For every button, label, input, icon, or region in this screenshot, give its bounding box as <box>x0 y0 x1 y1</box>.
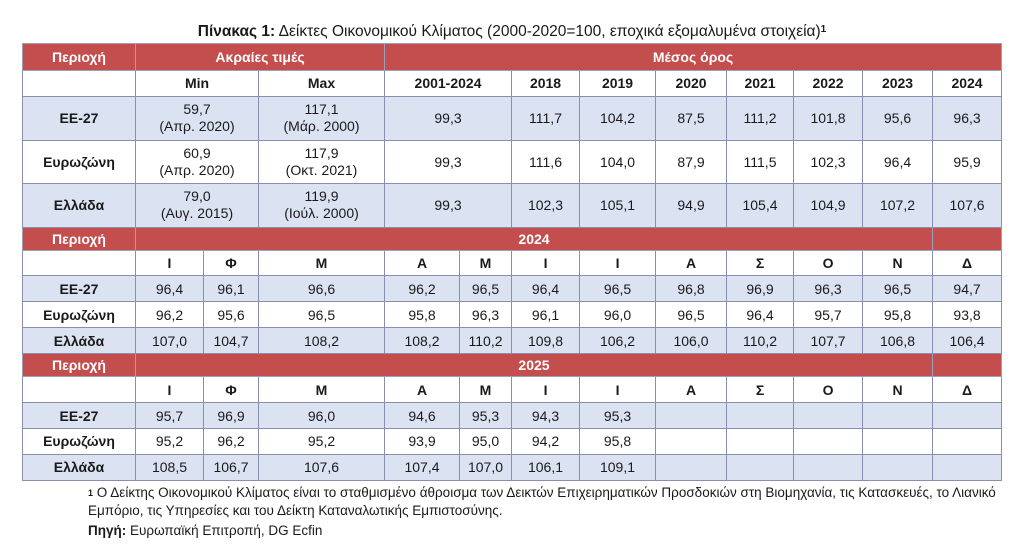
average-value: 87,9 <box>656 140 727 184</box>
month-header: Μ <box>460 250 512 276</box>
average-value: 95,6 <box>863 96 933 140</box>
month-value: 94,6 <box>385 403 460 429</box>
month-value: 107,6 <box>259 454 385 480</box>
month-value <box>656 428 727 454</box>
average-value: 99,3 <box>385 140 512 184</box>
month-header: Α <box>656 250 727 276</box>
average-value: 104,9 <box>794 184 863 228</box>
max-date: (Μάρ. 2000) <box>283 118 360 135</box>
month-value: 108,5 <box>136 454 204 480</box>
month-value: 108,2 <box>259 328 385 354</box>
month-header: Ι <box>580 250 656 276</box>
source-line <box>88 522 322 540</box>
month-value <box>794 454 863 480</box>
region-label: ΕΕ-27 <box>23 96 136 140</box>
month-value: 106,4 <box>933 328 1002 354</box>
month-value <box>863 428 933 454</box>
section2-header-row <box>23 227 1002 250</box>
month-header: Δ <box>933 377 1002 403</box>
month-value: 95,3 <box>460 403 512 429</box>
month-value: 96,5 <box>460 276 512 302</box>
average-value: 111,2 <box>727 96 794 140</box>
month-value: 96,2 <box>385 276 460 302</box>
min-value-cell <box>136 96 259 140</box>
month-value: 96,1 <box>204 276 259 302</box>
average-value: 107,2 <box>863 184 933 228</box>
month-value: 96,3 <box>794 276 863 302</box>
period-header: 2020 <box>656 70 727 96</box>
section1-row <box>23 184 1002 228</box>
min-value: 79,0 <box>183 188 211 205</box>
month-value: 95,7 <box>136 403 204 429</box>
month-header: Σ <box>727 377 794 403</box>
year-header: 2025 <box>136 354 933 377</box>
month-header: Ι <box>512 377 580 403</box>
region-header: Περιοχή <box>23 227 136 250</box>
section1-row <box>23 96 1002 140</box>
average-value: 87,5 <box>656 96 727 140</box>
month-header: Φ <box>204 377 259 403</box>
region-label: Ελλάδα <box>23 184 136 228</box>
month-value <box>727 403 794 429</box>
month-value: 96,4 <box>727 302 794 328</box>
month-value <box>727 454 794 480</box>
extremes-header: Ακραίες τιμές <box>136 44 385 71</box>
blank-cell <box>23 377 136 403</box>
min-date: (Αυγ. 2015) <box>160 205 234 222</box>
average-value: 104,2 <box>580 96 656 140</box>
period-header: 2019 <box>580 70 656 96</box>
section2-month-row <box>23 250 1002 276</box>
period-header: 2022 <box>794 70 863 96</box>
month-value <box>933 454 1002 480</box>
min-date: (Απρ. 2020) <box>159 118 235 135</box>
economic-climate-table <box>22 43 1002 481</box>
month-value: 107,0 <box>136 328 204 354</box>
month-header: Ι <box>512 250 580 276</box>
month-value <box>933 428 1002 454</box>
month-value: 107,7 <box>794 328 863 354</box>
month-value <box>794 403 863 429</box>
month-header: Φ <box>204 250 259 276</box>
average-value: 101,8 <box>794 96 863 140</box>
footnote-marker: 1 <box>820 24 827 35</box>
min-value: 60,9 <box>183 144 211 161</box>
max-header: Max <box>259 70 385 96</box>
average-value: 104,0 <box>580 140 656 184</box>
month-value: 95,7 <box>794 302 863 328</box>
average-value: 111,5 <box>727 140 794 184</box>
month-value <box>656 454 727 480</box>
region-label: Ευρωζώνη <box>23 140 136 184</box>
month-header: Μ <box>460 377 512 403</box>
month-value: 96,5 <box>259 302 385 328</box>
month-value: 110,2 <box>727 328 794 354</box>
month-value: 110,2 <box>460 328 512 354</box>
month-value: 94,2 <box>512 428 580 454</box>
month-value <box>863 403 933 429</box>
max-value: 117,1 <box>304 101 339 118</box>
month-value: 109,1 <box>580 454 656 480</box>
month-value <box>794 428 863 454</box>
month-value: 106,8 <box>863 328 933 354</box>
month-header: Δ <box>933 250 1002 276</box>
year-header: 2024 <box>136 227 933 250</box>
average-value: 105,1 <box>580 184 656 228</box>
source-text: Ευρωπαϊκή Επιτροπή, DG Ecfin <box>130 523 323 538</box>
average-value: 105,4 <box>727 184 794 228</box>
section3-month-row <box>23 377 1002 403</box>
month-value: 106,1 <box>512 454 580 480</box>
region-label: ΕΕ-27 <box>23 403 136 429</box>
month-value: 96,2 <box>136 302 204 328</box>
month-value: 96,8 <box>656 276 727 302</box>
month-value: 93,8 <box>933 302 1002 328</box>
month-value: 96,5 <box>580 276 656 302</box>
region-label: Ευρωζώνη <box>23 302 136 328</box>
blank-header-cell <box>933 354 1002 377</box>
month-value: 95,8 <box>385 302 460 328</box>
month-value: 96,0 <box>580 302 656 328</box>
average-value: 95,9 <box>933 140 1002 184</box>
average-value: 96,4 <box>863 140 933 184</box>
month-value: 96,9 <box>204 403 259 429</box>
average-value: 107,6 <box>933 184 1002 228</box>
month-value: 96,9 <box>727 276 794 302</box>
section1-row <box>23 140 1002 184</box>
month-value: 95,0 <box>460 428 512 454</box>
month-value: 94,7 <box>933 276 1002 302</box>
month-value: 106,7 <box>204 454 259 480</box>
month-header: Α <box>656 377 727 403</box>
section2-row <box>23 302 1002 328</box>
month-value: 95,2 <box>136 428 204 454</box>
period-header: 2021 <box>727 70 794 96</box>
period-header: 2001-2024 <box>385 70 512 96</box>
month-value <box>727 428 794 454</box>
max-date: (Οκτ. 2021) <box>285 161 358 178</box>
month-value: 96,5 <box>656 302 727 328</box>
section2-row <box>23 276 1002 302</box>
max-date: (Ιούλ. 2000) <box>284 205 359 222</box>
footnote-text: Ο Δείκτης Οικονομικού Κλίματος είναι το σταθμισμένο άθροισμα των Δεικτών Επιχειρηματικών Προσδοκιών στη Βιομηχανία, τις Κατασκευές, το Λιανικό Εμπόριο, τις Υπηρεσίες και του Δείκτη Καταναλωτικής Εμπιστοσύνης. <box>88 485 996 518</box>
month-value: 95,6 <box>204 302 259 328</box>
average-value: 99,3 <box>385 184 512 228</box>
footnote <box>88 484 998 520</box>
period-header: 2018 <box>512 70 580 96</box>
month-header: Ο <box>794 377 863 403</box>
month-value: 94,3 <box>512 403 580 429</box>
region-label: Ευρωζώνη <box>23 428 136 454</box>
month-value: 96,0 <box>259 403 385 429</box>
month-value: 96,4 <box>512 276 580 302</box>
period-header: 2023 <box>863 70 933 96</box>
month-value: 107,0 <box>460 454 512 480</box>
month-header: Ι <box>136 377 204 403</box>
month-value: 96,1 <box>512 302 580 328</box>
month-value: 106,2 <box>580 328 656 354</box>
table-title <box>0 22 1024 42</box>
section3-row <box>23 454 1002 480</box>
min-value-cell <box>136 140 259 184</box>
month-header: Ν <box>863 250 933 276</box>
month-value: 95,2 <box>259 428 385 454</box>
month-value: 106,0 <box>656 328 727 354</box>
max-value-cell <box>259 184 385 228</box>
average-value: 94,9 <box>656 184 727 228</box>
section3-header-row <box>23 354 1002 377</box>
region-header: Περιοχή <box>23 354 136 377</box>
region-header: Περιοχή <box>23 44 136 71</box>
table-title-text: Δείκτες Οικονομικού Κλίματος (2000-2020=100, εποχικά εξομαλυμένα στοιχεία) <box>278 23 821 40</box>
source-label: Πηγή: <box>88 523 127 538</box>
average-header: Μέσος όρος <box>385 44 1002 71</box>
month-value: 107,4 <box>385 454 460 480</box>
month-value: 109,8 <box>512 328 580 354</box>
month-value: 108,2 <box>385 328 460 354</box>
min-date: (Απρ. 2020) <box>159 161 235 178</box>
section1-subheader-row <box>23 70 1002 96</box>
month-value <box>863 454 933 480</box>
month-header: Ν <box>863 377 933 403</box>
month-header: Ο <box>794 250 863 276</box>
month-value: 96,5 <box>863 276 933 302</box>
table-title-label: Πίνακας 1: <box>197 23 276 40</box>
average-value: 99,3 <box>385 96 512 140</box>
month-value: 95,3 <box>580 403 656 429</box>
min-value: 59,7 <box>183 101 211 118</box>
section2-row <box>23 328 1002 354</box>
footnote-number: 1 <box>88 488 94 498</box>
month-value: 93,9 <box>385 428 460 454</box>
month-value <box>656 403 727 429</box>
month-header: Ι <box>580 377 656 403</box>
min-value-cell <box>136 184 259 228</box>
section1-header-row <box>23 44 1002 71</box>
month-value: 96,2 <box>204 428 259 454</box>
blank-header-cell <box>933 227 1002 250</box>
month-value <box>933 403 1002 429</box>
month-header: Α <box>385 250 460 276</box>
month-header: Α <box>385 377 460 403</box>
month-header: Μ <box>259 250 385 276</box>
average-value: 111,6 <box>512 140 580 184</box>
blank-cell <box>23 250 136 276</box>
month-value: 96,4 <box>136 276 204 302</box>
max-value-cell <box>259 96 385 140</box>
max-value-cell <box>259 140 385 184</box>
region-label: Ελλάδα <box>23 328 136 354</box>
month-header: Σ <box>727 250 794 276</box>
max-value: 117,9 <box>304 144 339 161</box>
section3-row <box>23 403 1002 429</box>
blank-cell <box>23 70 136 96</box>
month-value: 95,8 <box>580 428 656 454</box>
month-value: 96,3 <box>460 302 512 328</box>
month-header: Μ <box>259 377 385 403</box>
month-value: 96,6 <box>259 276 385 302</box>
average-value: 111,7 <box>512 96 580 140</box>
region-label: ΕΕ-27 <box>23 276 136 302</box>
average-value: 102,3 <box>512 184 580 228</box>
max-value: 119,9 <box>304 188 339 205</box>
month-value: 95,8 <box>863 302 933 328</box>
month-value: 104,7 <box>204 328 259 354</box>
average-value: 102,3 <box>794 140 863 184</box>
period-header: 2024 <box>933 70 1002 96</box>
section3-row <box>23 428 1002 454</box>
month-header: Ι <box>136 250 204 276</box>
region-label: Ελλάδα <box>23 454 136 480</box>
average-value: 96,3 <box>933 96 1002 140</box>
min-header: Min <box>136 70 259 96</box>
